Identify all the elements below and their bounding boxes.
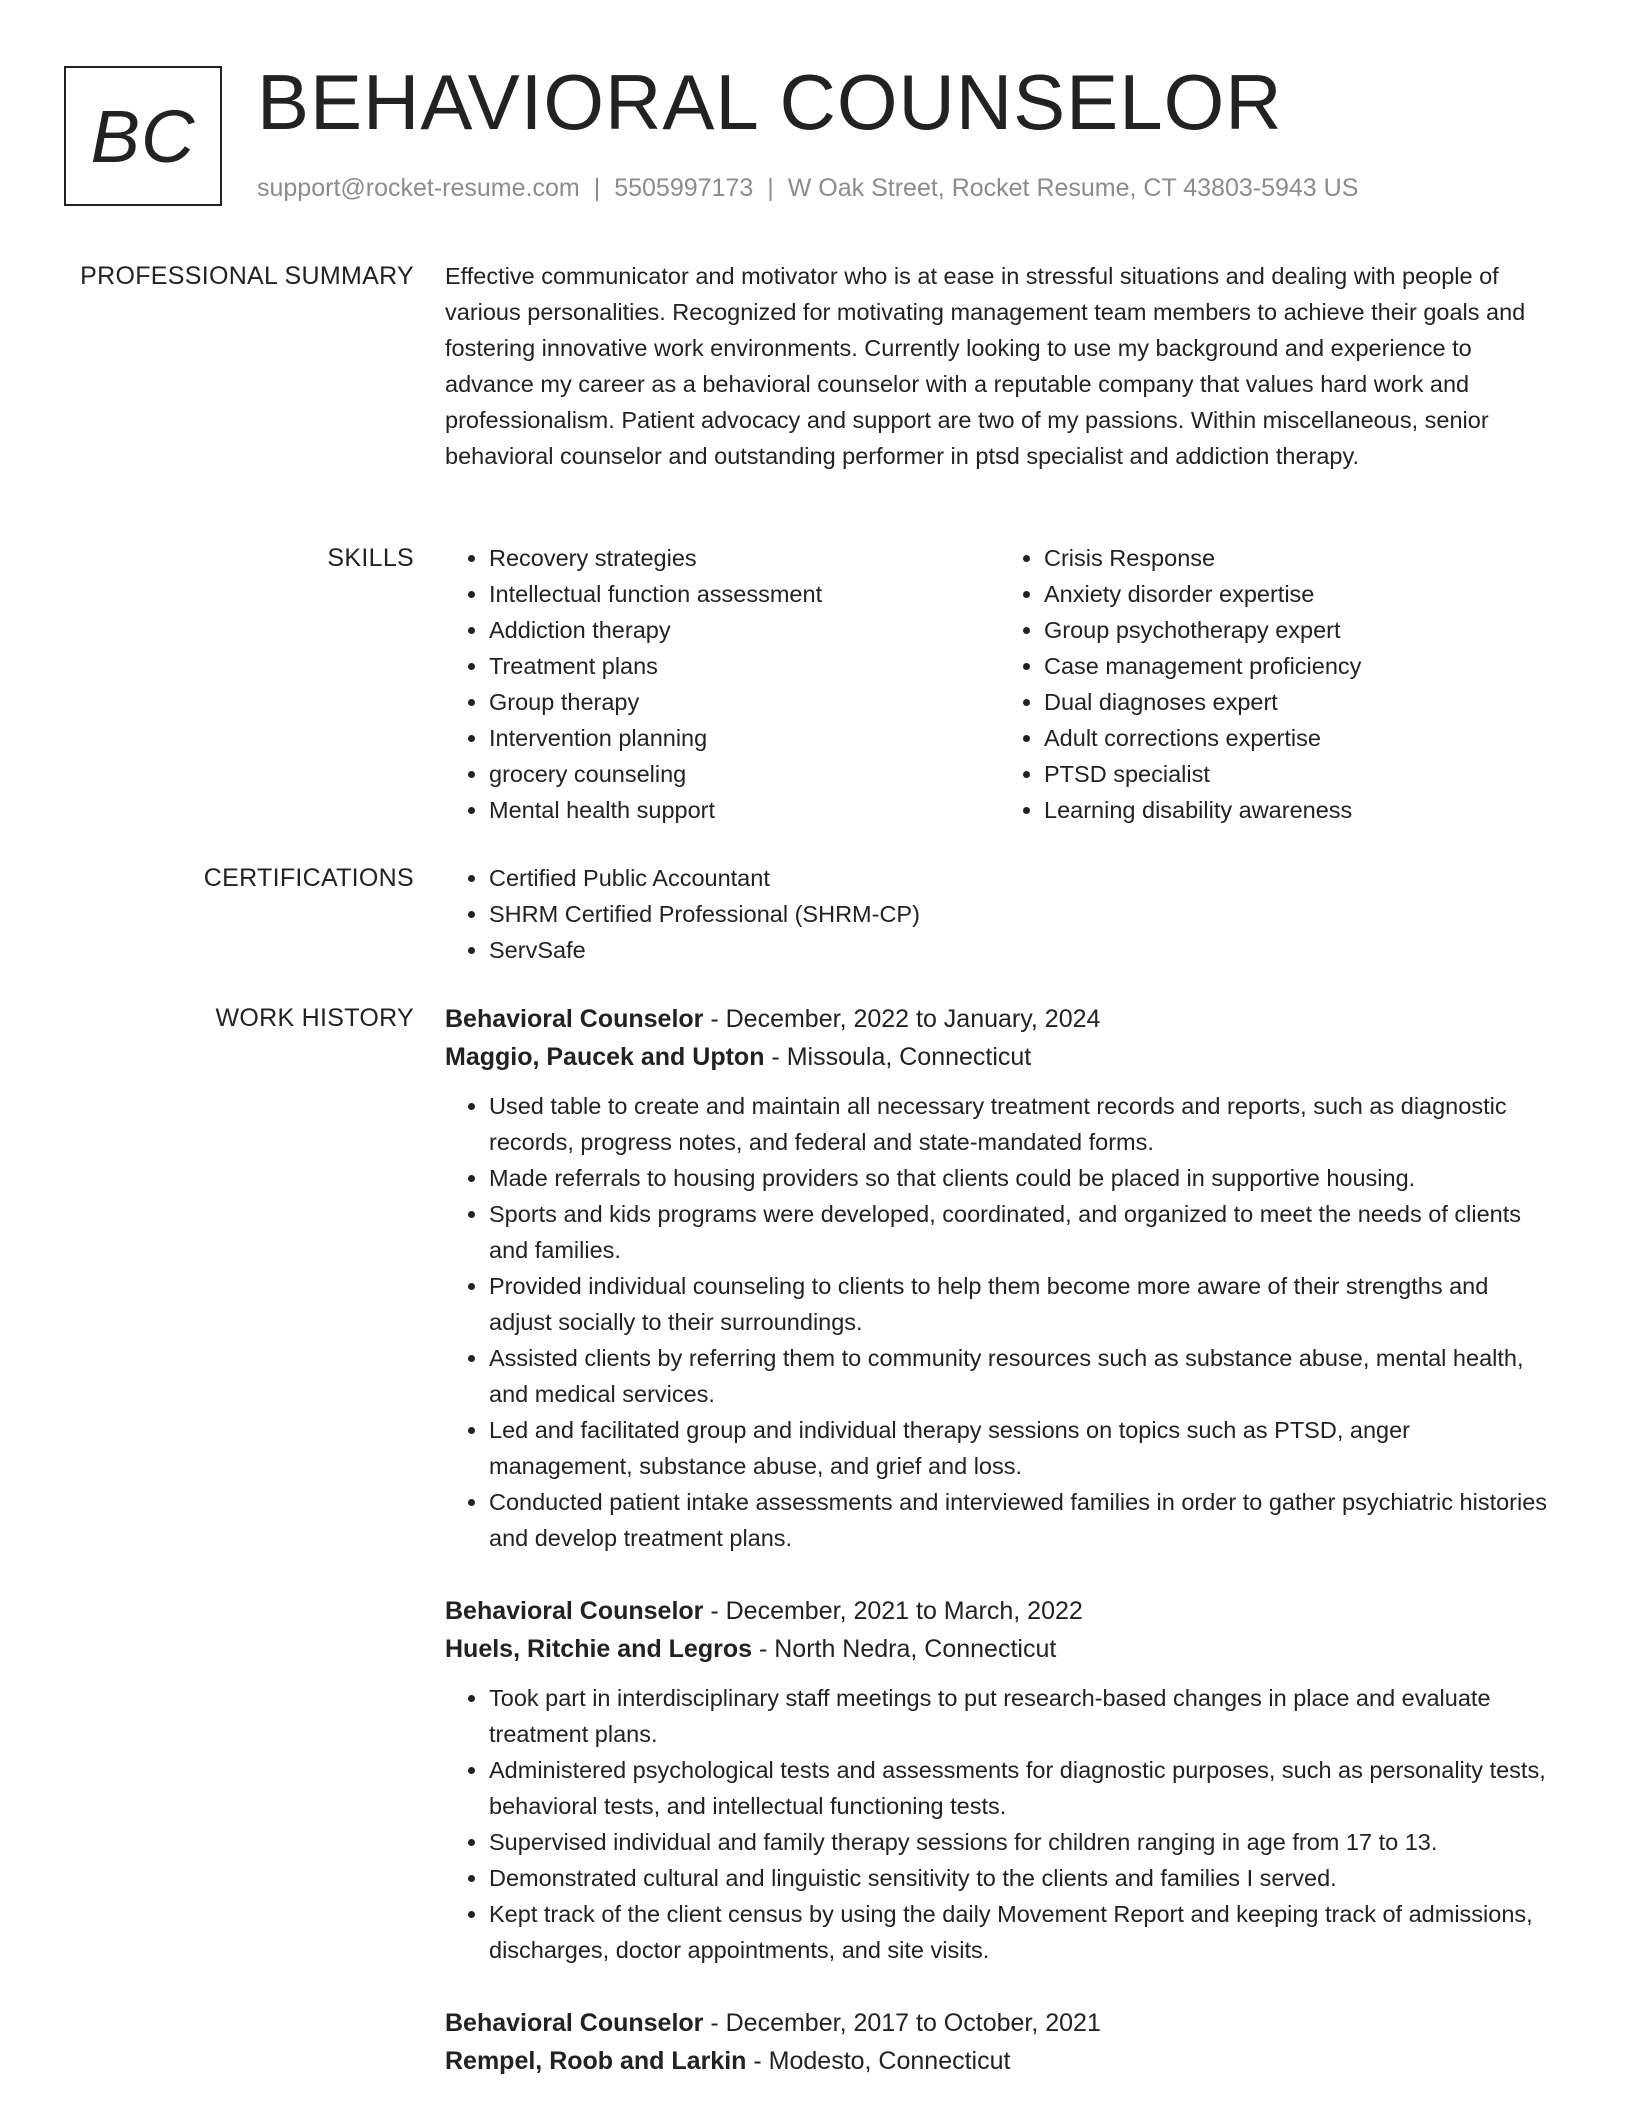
contact-separator: | — [593, 174, 601, 202]
job-location: - Missoula, Connecticut — [764, 1043, 1032, 1071]
job-dates: - December, 2021 to March, 2022 — [703, 1597, 1083, 1625]
job-location: - Modesto, Connecticut — [746, 2047, 1011, 2075]
contact-address: W Oak Street, Rocket Resume, CT 43803-5943 US — [787, 174, 1359, 202]
job-company-line — [445, 2042, 1555, 2080]
job-company: Rempel, Roob and Larkin — [445, 2047, 747, 2075]
skill-item: • Intervention planning — [489, 720, 1000, 756]
job-bullet: • Used table to create and maintain all necessary treatment records and reports, such as diagnostic records, progress notes, and federal and state-mandated forms. — [489, 1088, 1555, 1160]
skill-item: • PTSD specialist — [1044, 756, 1555, 792]
skill-item: • Crisis Response — [1044, 540, 1555, 576]
job-dates: - December, 2017 to October, 2021 — [703, 2009, 1101, 2037]
job-bullet: • Led and facilitated group and individual therapy sessions on topics such as PTSD, anger management, substance abuse, and grief and loss. — [489, 1412, 1555, 1484]
section-heading-skills: SKILLS — [327, 544, 414, 572]
certification-item: • ServSafe — [489, 932, 1555, 968]
job-company: Huels, Ritchie and Legros — [445, 1635, 753, 1663]
skill-item: • Recovery strategies — [489, 540, 1000, 576]
job-entry — [445, 1592, 1555, 1968]
skill-item: • Mental health support — [489, 792, 1000, 828]
job-bullet: • Kept track of the client census by using the daily Movement Report and keeping track of admissions, discharges, doctor appointments, and site visits. — [489, 1896, 1555, 1968]
resume-name: BEHAVIORAL COUNSELOR — [257, 58, 1283, 146]
skills-list-left — [445, 540, 1000, 828]
section-heading-certifications: CERTIFICATIONS — [203, 864, 414, 892]
skill-item: • Group psychotherapy expert — [1044, 612, 1555, 648]
job-company: Maggio, Paucek and Upton — [445, 1043, 765, 1071]
skill-item: • Addiction therapy — [489, 612, 1000, 648]
skill-item: • Treatment plans — [489, 648, 1000, 684]
skill-item: • Case management proficiency — [1044, 648, 1555, 684]
job-bullet: • Made referrals to housing providers so that clients could be placed in supportive housing. — [489, 1160, 1555, 1196]
skill-item: • Learning disability awareness — [1044, 792, 1555, 828]
skill-item: • Intellectual function assessment — [489, 576, 1000, 612]
monogram-box — [64, 66, 222, 206]
job-title: Behavioral Counselor — [445, 1005, 704, 1033]
job-entry — [445, 1000, 1555, 1556]
skills-list-right — [1000, 540, 1555, 828]
job-entry — [445, 2004, 1555, 2080]
section-heading-work-history: WORK HISTORY — [215, 1004, 414, 1032]
job-bullet: • Demonstrated cultural and linguistic sensitivity to the clients and families I served. — [489, 1860, 1555, 1896]
summary-text: Effective communicator and motivator who is at ease in stressful situations and dealing with people of various personalities. Recognized for motivating management team members to achieve their goals and fostering innovative work environments. Currently looking to use my background and experience to advance my career as a behavioral counselor with a reputable company that values hard work and professionalism. Patient advocacy and support are two of my passions. Within miscellaneous, senior behavioral counselor and outstanding performer in ptsd specialist and addiction therapy. — [445, 263, 1526, 469]
job-title-line — [445, 1000, 1555, 1038]
job-bullet: • Took part in interdisciplinary staff meetings to put research-based changes in place and evaluate treatment plans. — [489, 1680, 1555, 1752]
job-bullet: • Conducted patient intake assessments and interviewed families in order to gather psychiatric histories and develop treatment plans. — [489, 1484, 1555, 1556]
job-title: Behavioral Counselor — [445, 1597, 704, 1625]
contact-line — [257, 174, 1358, 203]
job-bullet: • Provided individual counseling to clients to help them become more aware of their strengths and adjust socially to their surroundings. — [489, 1268, 1555, 1340]
skill-item: • Adult corrections expertise — [1044, 720, 1555, 756]
job-bullets — [445, 1680, 1555, 1968]
monogram-initials: BC — [90, 94, 196, 178]
job-bullet: • Supervised individual and family therapy sessions for children ranging in age from 17 to 13. — [489, 1824, 1555, 1860]
skill-item: • Dual diagnoses expert — [1044, 684, 1555, 720]
work-history-list — [445, 1000, 1555, 2080]
job-dates: - December, 2022 to January, 2024 — [703, 1005, 1101, 1033]
job-bullets — [445, 1088, 1555, 1556]
certification-item: • SHRM Certified Professional (SHRM-CP) — [489, 896, 1555, 932]
job-bullet: • Assisted clients by referring them to community resources such as substance abuse, mental health, and medical services. — [489, 1340, 1555, 1412]
job-title-line — [445, 2004, 1555, 2042]
contact-phone: 5505997173 — [614, 174, 754, 202]
job-bullet: • Administered psychological tests and assessments for diagnostic purposes, such as personality tests, behavioral tests, and intellectual functioning tests. — [489, 1752, 1555, 1824]
certifications-list — [445, 860, 1555, 968]
job-title-line — [445, 1592, 1555, 1630]
contact-email: support@rocket-resume.com — [257, 174, 580, 202]
job-company-line — [445, 1630, 1555, 1668]
skill-item: • Group therapy — [489, 684, 1000, 720]
job-title: Behavioral Counselor — [445, 2009, 704, 2037]
skill-item: • Anxiety disorder expertise — [1044, 576, 1555, 612]
job-location: - North Nedra, Connecticut — [752, 1635, 1057, 1663]
skill-item: • grocery counseling — [489, 756, 1000, 792]
contact-separator: | — [767, 174, 774, 202]
section-heading-summary: PROFESSIONAL SUMMARY — [80, 262, 414, 290]
job-company-line — [445, 1038, 1555, 1076]
certification-item: • Certified Public Accountant — [489, 860, 1555, 896]
job-bullet: • Sports and kids programs were developed, coordinated, and organized to meet the needs of clients and families. — [489, 1196, 1555, 1268]
